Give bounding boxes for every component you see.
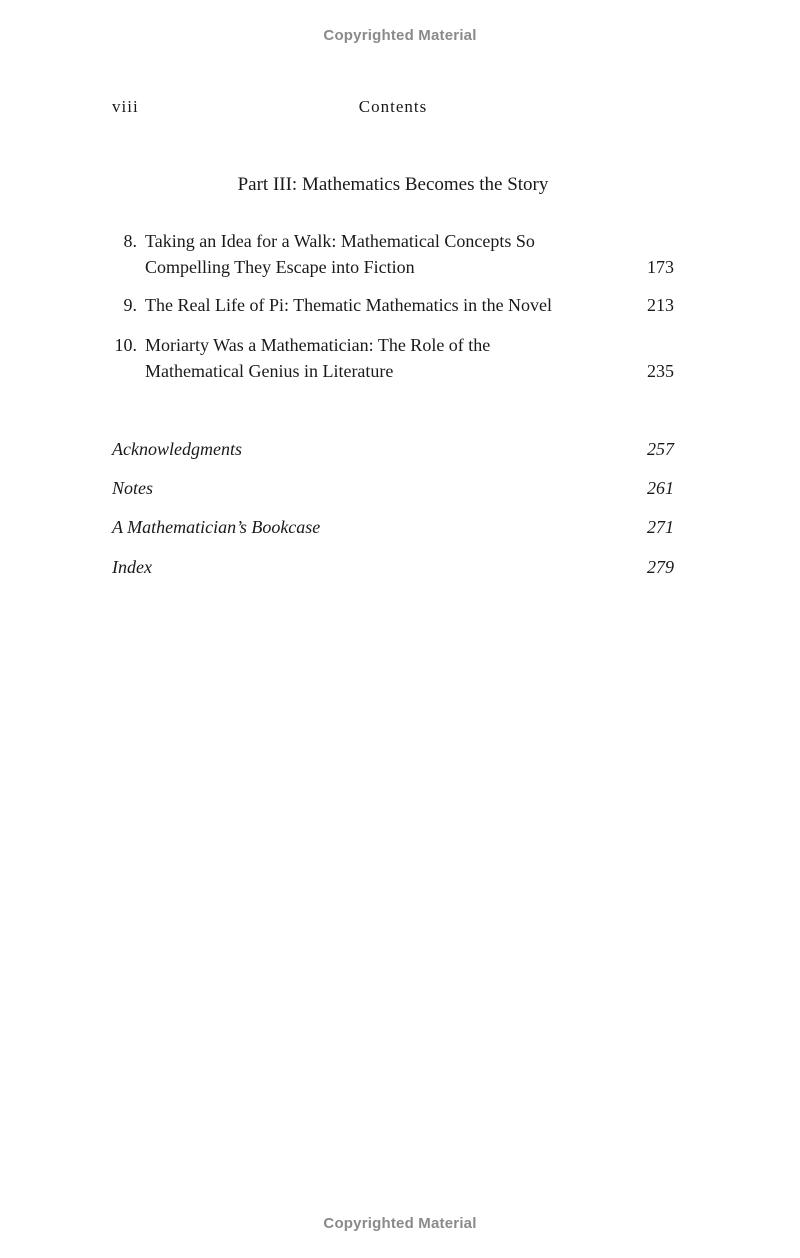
back-matter-page: 279	[647, 557, 674, 577]
chapter-title: The Real Life of Pi: Thematic Mathematics in the Novel	[145, 295, 553, 315]
copyright-watermark-top: Copyrighted Material	[323, 27, 477, 44]
back-matter-label: Index	[112, 557, 152, 577]
toc-entry-index[interactable]	[112, 554, 674, 580]
back-matter-label: Acknowledgments	[112, 439, 242, 459]
toc-entry-chapter-8[interactable]	[112, 229, 674, 280]
chapter-title: Taking an Idea for a Walk: Mathematical Concepts So Compelling They Escape into Fiction	[145, 231, 535, 277]
running-head	[112, 97, 674, 119]
toc-entry-notes[interactable]	[112, 475, 674, 501]
back-matter-label: Notes	[112, 478, 154, 498]
chapter-page-number: 213	[647, 295, 674, 315]
chapter-page-number: 235	[647, 360, 674, 381]
chapter-title: Moriarty Was a Mathematician: The Role of the Mathematical Genius in Literature	[145, 335, 491, 381]
toc-entry-chapter-10[interactable]	[112, 333, 674, 384]
toc-entry-bookcase[interactable]	[112, 514, 674, 540]
part-heading: Part III: Mathematics Becomes the Story	[237, 174, 549, 195]
running-title: Contents	[358, 97, 428, 116]
chapter-number: 8.	[123, 231, 137, 251]
toc-entry-acknowledgments[interactable]	[112, 436, 674, 462]
toc-entry-chapter-9[interactable]	[112, 293, 674, 319]
page-folio: viii	[112, 97, 139, 116]
back-matter-page: 271	[647, 517, 674, 537]
chapter-number: 9.	[123, 295, 137, 315]
back-matter-page: 257	[647, 439, 674, 459]
back-matter-page: 261	[647, 478, 674, 498]
chapter-number: 10.	[114, 335, 137, 355]
back-matter-label: A Mathematician’s Bookcase	[112, 517, 321, 537]
chapter-page-number: 173	[647, 256, 674, 277]
copyright-watermark-bottom: Copyrighted Material	[323, 1215, 477, 1232]
